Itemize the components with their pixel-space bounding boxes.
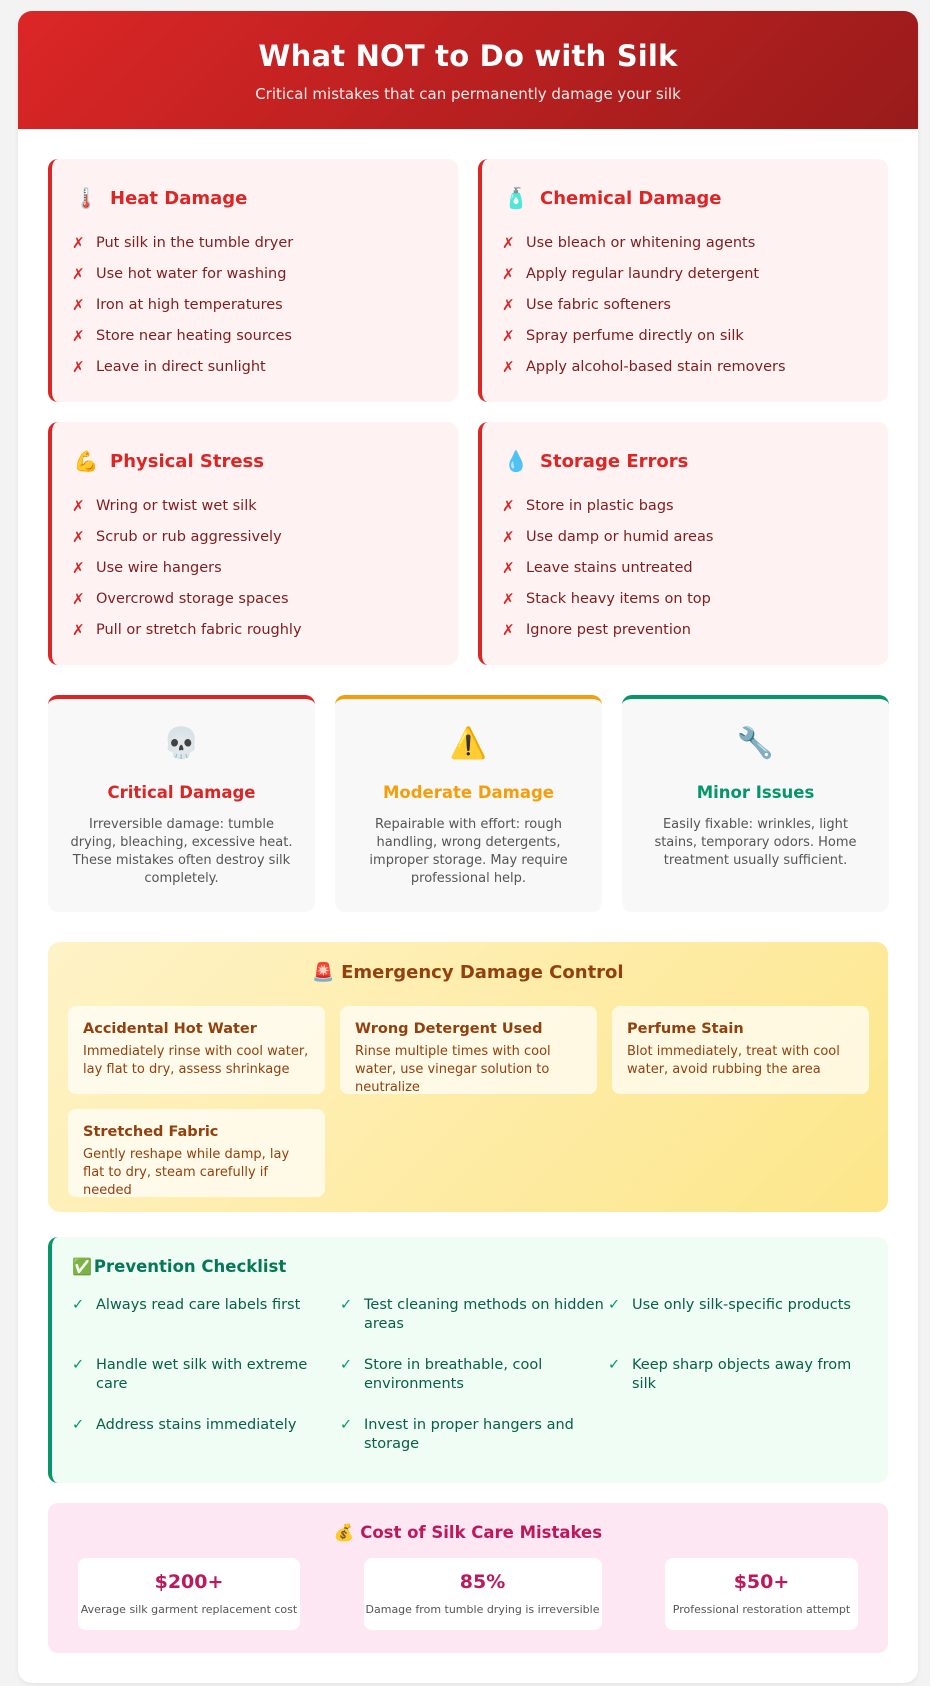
list-item bbox=[72, 227, 438, 258]
list-item bbox=[502, 320, 868, 351]
list-item bbox=[502, 490, 868, 521]
emergency-title bbox=[68, 962, 868, 992]
checklist-item-text: Always read care labels first bbox=[96, 1297, 301, 1313]
list-item-text: Pull or stretch fabric roughly bbox=[96, 621, 302, 638]
list-item-text: Use wire hangers bbox=[96, 559, 222, 576]
prevention-title-text: Prevention Checklist bbox=[93, 1257, 287, 1276]
emergency-section bbox=[48, 942, 888, 1212]
list-item-text: Spray perfume directly on silk bbox=[526, 327, 744, 344]
cross-icon: ✗ bbox=[72, 233, 85, 252]
prevention-grid bbox=[72, 1288, 868, 1468]
check-box-icon: ✅ bbox=[72, 1257, 92, 1276]
mistake-card bbox=[48, 422, 458, 665]
cross-icon: ✗ bbox=[502, 496, 515, 515]
emergency-card bbox=[612, 1006, 869, 1094]
list-item-text: Ignore pest prevention bbox=[526, 621, 691, 638]
checklist-item bbox=[72, 1348, 340, 1408]
list-item bbox=[72, 583, 438, 614]
cross-icon: ✗ bbox=[72, 264, 85, 283]
checklist-item bbox=[340, 1288, 608, 1348]
cost-stat-label: Damage from tumble drying is irreversible bbox=[365, 1603, 600, 1616]
cross-icon: ✗ bbox=[72, 295, 85, 314]
list-item bbox=[502, 351, 868, 382]
checklist-item bbox=[608, 1288, 876, 1348]
page-title: What NOT to Do with Silk bbox=[258, 39, 678, 73]
cross-icon: ✗ bbox=[502, 527, 515, 546]
siren-icon: 🚨 bbox=[312, 962, 335, 983]
list-item-text: Put silk in the tumble dryer bbox=[96, 234, 294, 251]
checklist-item bbox=[72, 1408, 340, 1468]
emergency-card-title: Accidental Hot Water bbox=[83, 1021, 257, 1037]
checklist-item bbox=[608, 1348, 876, 1408]
checklist-item-text: Store in breathable, cool environments bbox=[364, 1357, 543, 1392]
severity-description: Irreversible damage: tumble drying, bleaching, excessive heat. These mistakes often destroy silk completely. bbox=[70, 817, 293, 886]
checklist-item-text: Use only silk-specific products bbox=[632, 1297, 851, 1313]
mistake-list bbox=[502, 490, 868, 645]
list-item bbox=[72, 614, 438, 645]
cost-stat bbox=[78, 1558, 300, 1630]
cost-section bbox=[48, 1503, 888, 1653]
lotion-bottle-icon: 🧴 bbox=[503, 186, 529, 210]
emergency-card bbox=[340, 1006, 597, 1094]
checklist-item bbox=[340, 1348, 608, 1408]
cost-stat-label: Average silk garment replacement cost bbox=[80, 1603, 298, 1616]
check-icon: ✓ bbox=[72, 1417, 85, 1433]
cross-icon: ✗ bbox=[72, 589, 85, 608]
list-item bbox=[502, 258, 868, 289]
mistake-card-header bbox=[72, 183, 438, 213]
mistake-list bbox=[502, 227, 868, 382]
cross-icon: ✗ bbox=[502, 589, 515, 608]
cross-icon: ✗ bbox=[72, 496, 85, 515]
check-icon: ✓ bbox=[608, 1297, 621, 1313]
list-item-text: Use bleach or whitening agents bbox=[526, 234, 756, 251]
list-item bbox=[502, 583, 868, 614]
list-item-text: Stack heavy items on top bbox=[526, 590, 711, 607]
list-item bbox=[72, 552, 438, 583]
check-icon: ✓ bbox=[340, 1297, 353, 1313]
checklist-item-text: Address stains immediately bbox=[96, 1417, 297, 1433]
cost-stat-value: $50+ bbox=[733, 1571, 790, 1593]
cross-icon: ✗ bbox=[72, 527, 85, 546]
list-item bbox=[72, 258, 438, 289]
mistakes-grid bbox=[48, 159, 888, 665]
check-icon: ✓ bbox=[340, 1417, 353, 1433]
cost-stat bbox=[364, 1558, 602, 1630]
cross-icon: ✗ bbox=[502, 233, 515, 252]
severity-card bbox=[622, 695, 889, 912]
list-item-text: Use hot water for washing bbox=[96, 265, 287, 282]
mistake-card-header bbox=[502, 183, 868, 213]
list-item bbox=[502, 552, 868, 583]
severity-card bbox=[48, 695, 315, 912]
page-subtitle: Critical mistakes that can permanently damage your silk bbox=[255, 85, 681, 103]
infographic-page bbox=[18, 11, 918, 1683]
checklist-item-text: Keep sharp objects away from silk bbox=[632, 1357, 852, 1392]
list-item-text: Overcrowd storage spaces bbox=[96, 590, 289, 607]
list-item bbox=[502, 289, 868, 320]
list-item-text: Use fabric softeners bbox=[526, 296, 671, 313]
checklist-item-text: Test cleaning methods on hidden areas bbox=[364, 1297, 604, 1332]
cross-icon: ✗ bbox=[502, 326, 515, 345]
checklist-item bbox=[72, 1288, 340, 1348]
money-bag-icon: 💰 bbox=[333, 1523, 355, 1542]
emergency-card-title: Wrong Detergent Used bbox=[355, 1021, 543, 1037]
check-icon: ✓ bbox=[608, 1357, 621, 1373]
severity-title: Critical Damage bbox=[107, 783, 256, 802]
severity-title: Minor Issues bbox=[696, 783, 815, 802]
list-item-text: Wring or twist wet silk bbox=[96, 497, 257, 514]
check-icon: ✓ bbox=[340, 1357, 353, 1373]
cross-icon: ✗ bbox=[502, 620, 515, 639]
emergency-card-title: Stretched Fabric bbox=[83, 1124, 219, 1140]
emergency-grid bbox=[68, 1006, 868, 1197]
cost-row bbox=[78, 1558, 858, 1630]
cross-icon: ✗ bbox=[502, 357, 515, 376]
list-item-text: Apply regular laundry detergent bbox=[526, 265, 760, 282]
check-icon: ✓ bbox=[72, 1357, 85, 1373]
list-item bbox=[72, 320, 438, 351]
water-drop-icon: 💧 bbox=[503, 449, 529, 473]
checklist-item bbox=[340, 1408, 608, 1468]
mistake-card bbox=[478, 422, 888, 665]
cross-icon: ✗ bbox=[72, 620, 85, 639]
emergency-card-title: Perfume Stain bbox=[627, 1021, 744, 1037]
wrench-icon: 🔧 bbox=[736, 726, 775, 761]
cross-icon: ✗ bbox=[72, 326, 85, 345]
list-item-text: Leave stains untreated bbox=[526, 559, 693, 576]
cross-icon: ✗ bbox=[72, 357, 85, 376]
cost-stat bbox=[665, 1558, 858, 1630]
cross-icon: ✗ bbox=[502, 264, 515, 283]
emergency-card bbox=[68, 1109, 325, 1197]
list-item bbox=[502, 521, 868, 552]
mistake-card-title: Heat Damage bbox=[110, 187, 248, 209]
emergency-title-text: Emergency Damage Control bbox=[341, 962, 624, 983]
severity-title: Moderate Damage bbox=[382, 783, 554, 802]
flexed-arm-icon: 💪 bbox=[73, 449, 99, 473]
skull-icon: 💀 bbox=[162, 726, 201, 761]
prevention-title bbox=[72, 1257, 868, 1276]
mistake-card-title: Storage Errors bbox=[540, 450, 689, 472]
severity-description: Easily fixable: wrinkles, light stains, temporary odors. Home treatment usually sufficient. bbox=[654, 817, 857, 868]
list-item bbox=[72, 521, 438, 552]
cost-stat-value: $200+ bbox=[154, 1571, 224, 1593]
warning-icon: ⚠️ bbox=[449, 726, 488, 761]
list-item-text: Store in plastic bags bbox=[526, 497, 674, 514]
mistake-card-title: Physical Stress bbox=[110, 450, 264, 472]
cost-stat-value: 85% bbox=[459, 1571, 506, 1593]
mistake-card-header bbox=[502, 446, 868, 476]
list-item-text: Apply alcohol-based stain removers bbox=[526, 358, 786, 375]
prevention-section bbox=[48, 1237, 888, 1483]
emergency-card-text: Immediately rinse with cool water, lay flat to dry, assess shrinkage bbox=[83, 1044, 309, 1077]
mistake-card-title: Chemical Damage bbox=[540, 187, 722, 209]
list-item-text: Iron at high temperatures bbox=[96, 296, 283, 313]
mistake-card-header bbox=[72, 446, 438, 476]
cost-title bbox=[78, 1523, 858, 1543]
list-item bbox=[502, 614, 868, 645]
severity-description: Repairable with effort: rough handling, wrong detergents, improper storage. May require professional help. bbox=[369, 817, 568, 886]
emergency-card bbox=[68, 1006, 325, 1094]
severity-card bbox=[335, 695, 602, 912]
list-item bbox=[72, 490, 438, 521]
cross-icon: ✗ bbox=[502, 558, 515, 577]
emergency-card-text: Rinse multiple times with cool water, use vinegar solution to neutralize bbox=[355, 1044, 551, 1095]
cross-icon: ✗ bbox=[502, 295, 515, 314]
list-item-text: Use damp or humid areas bbox=[526, 528, 714, 545]
mistake-card bbox=[48, 159, 458, 402]
list-item-text: Store near heating sources bbox=[96, 327, 292, 344]
list-item-text: Leave in direct sunlight bbox=[96, 358, 266, 375]
cross-icon: ✗ bbox=[72, 558, 85, 577]
cost-stat-label: Professional restoration attempt bbox=[672, 1603, 851, 1616]
mistake-list bbox=[72, 490, 438, 645]
checklist-item-text: Invest in proper hangers and storage bbox=[364, 1417, 574, 1452]
cost-title-text: Cost of Silk Care Mistakes bbox=[360, 1523, 603, 1542]
mistake-list bbox=[72, 227, 438, 382]
check-icon: ✓ bbox=[72, 1297, 85, 1313]
mistake-card bbox=[478, 159, 888, 402]
list-item-text: Scrub or rub aggressively bbox=[96, 528, 282, 545]
header-banner bbox=[18, 11, 918, 129]
emergency-card-text: Gently reshape while damp, lay flat to dry, steam carefully if needed bbox=[83, 1147, 290, 1198]
emergency-card-text: Blot immediately, treat with cool water, avoid rubbing the area bbox=[627, 1044, 840, 1077]
list-item bbox=[502, 227, 868, 258]
list-item bbox=[72, 289, 438, 320]
checklist-item-text: Handle wet silk with extreme care bbox=[96, 1357, 308, 1392]
list-item bbox=[72, 351, 438, 382]
thermometer-icon: 🌡️ bbox=[73, 186, 99, 210]
severity-grid bbox=[48, 695, 888, 912]
